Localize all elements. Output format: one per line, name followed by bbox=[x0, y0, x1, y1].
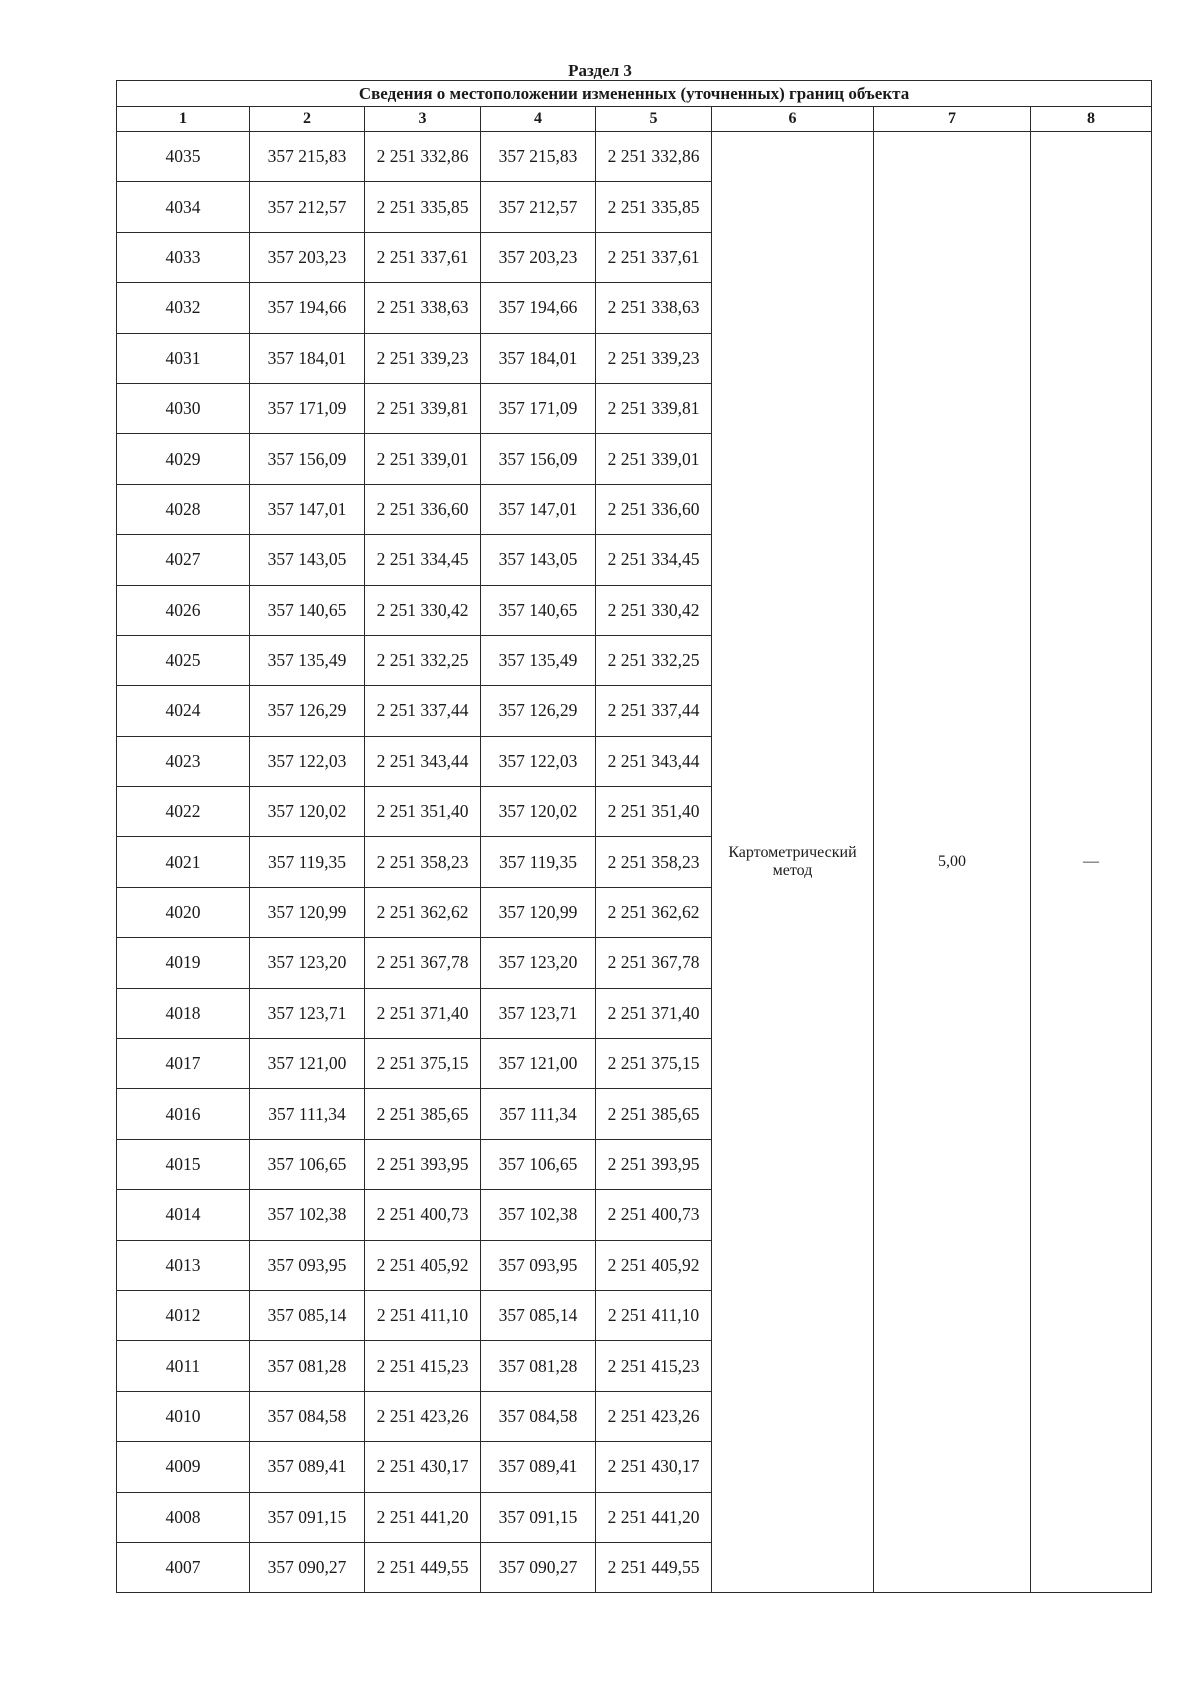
table-cell-col-3: 2 251 449,55 bbox=[365, 1542, 481, 1592]
table-cell-col-5: 2 251 400,73 bbox=[596, 1190, 712, 1240]
table-cell-col-2: 357 090,27 bbox=[250, 1542, 365, 1592]
table-cell-col-2: 357 171,09 bbox=[250, 383, 365, 433]
table-cell-col-4: 357 119,35 bbox=[481, 837, 596, 887]
method-cell bbox=[712, 132, 874, 1593]
table-cell-col-2: 357 147,01 bbox=[250, 484, 365, 534]
method-text bbox=[728, 844, 856, 880]
table-cell-col-3: 2 251 337,44 bbox=[365, 686, 481, 736]
table-cell-col-2: 357 184,01 bbox=[250, 333, 365, 383]
table-cell-col-2: 357 203,23 bbox=[250, 232, 365, 282]
table-cell-col-3: 2 251 375,15 bbox=[365, 1039, 481, 1089]
table-cell-col-3: 2 251 405,92 bbox=[365, 1240, 481, 1290]
table-cell-col-1: 4013 bbox=[117, 1240, 250, 1290]
table-cell-col-5: 2 251 332,86 bbox=[596, 132, 712, 182]
table-cell-col-3: 2 251 371,40 bbox=[365, 988, 481, 1038]
table-cell-col-2: 357 126,29 bbox=[250, 686, 365, 736]
table-cell-col-4: 357 194,66 bbox=[481, 283, 596, 333]
table-cell-col-4: 357 093,95 bbox=[481, 1240, 596, 1290]
table-cell-col-5: 2 251 362,62 bbox=[596, 887, 712, 937]
table-cell-col-3: 2 251 343,44 bbox=[365, 736, 481, 786]
table-cell-col-4: 357 089,41 bbox=[481, 1442, 596, 1492]
column-number-3: 3 bbox=[365, 107, 481, 132]
method-line-2: метод bbox=[772, 862, 813, 880]
table-cell-col-4: 357 126,29 bbox=[481, 686, 596, 736]
table-cell-col-1: 4032 bbox=[117, 283, 250, 333]
table-cell-col-5: 2 251 335,85 bbox=[596, 182, 712, 232]
table-cell-col-1: 4025 bbox=[117, 635, 250, 685]
column-number-5: 5 bbox=[596, 107, 712, 132]
table-cell-col-4: 357 123,20 bbox=[481, 938, 596, 988]
table-cell-col-1: 4007 bbox=[117, 1542, 250, 1592]
table-cell-col-2: 357 111,34 bbox=[250, 1089, 365, 1139]
table-cell-col-5: 2 251 339,81 bbox=[596, 383, 712, 433]
table-cell-col-5: 2 251 332,25 bbox=[596, 635, 712, 685]
table-cell-col-1: 4009 bbox=[117, 1442, 250, 1492]
table-cell-col-1: 4015 bbox=[117, 1139, 250, 1189]
table-row bbox=[117, 132, 1152, 182]
boundary-coordinates-table bbox=[116, 80, 1152, 1593]
table-cell-col-2: 357 120,99 bbox=[250, 887, 365, 937]
table-cell-col-2: 357 119,35 bbox=[250, 837, 365, 887]
table-cell-col-4: 357 084,58 bbox=[481, 1391, 596, 1441]
table-cell-col-5: 2 251 336,60 bbox=[596, 484, 712, 534]
table-cell-col-5: 2 251 375,15 bbox=[596, 1039, 712, 1089]
table-cell-col-1: 4021 bbox=[117, 837, 250, 887]
column-number-6: 6 bbox=[712, 107, 874, 132]
table-cell-col-1: 4016 bbox=[117, 1089, 250, 1139]
table-cell-col-2: 357 120,02 bbox=[250, 787, 365, 837]
table-cell-col-4: 357 147,01 bbox=[481, 484, 596, 534]
table-cell-col-2: 357 085,14 bbox=[250, 1290, 365, 1340]
table-cell-col-5: 2 251 430,17 bbox=[596, 1442, 712, 1492]
table-cell-col-1: 4034 bbox=[117, 182, 250, 232]
table-cell-col-2: 357 091,15 bbox=[250, 1492, 365, 1542]
table-cell-col-2: 357 089,41 bbox=[250, 1442, 365, 1492]
table-cell-col-5: 2 251 337,44 bbox=[596, 686, 712, 736]
table-cell-col-5: 2 251 441,20 bbox=[596, 1492, 712, 1542]
table-cell-col-4: 357 111,34 bbox=[481, 1089, 596, 1139]
table-cell-col-5: 2 251 393,95 bbox=[596, 1139, 712, 1189]
table-cell-col-3: 2 251 415,23 bbox=[365, 1341, 481, 1391]
table-cell-col-1: 4010 bbox=[117, 1391, 250, 1441]
table-cell-col-4: 357 081,28 bbox=[481, 1341, 596, 1391]
table-cell-col-5: 2 251 351,40 bbox=[596, 787, 712, 837]
table-cell-col-4: 357 120,02 bbox=[481, 787, 596, 837]
table-cell-col-1: 4027 bbox=[117, 535, 250, 585]
table-cell-col-4: 357 171,09 bbox=[481, 383, 596, 433]
table-cell-col-2: 357 194,66 bbox=[250, 283, 365, 333]
table-cell-col-3: 2 251 423,26 bbox=[365, 1391, 481, 1441]
table-cell-col-5: 2 251 367,78 bbox=[596, 938, 712, 988]
table-cell-col-1: 4019 bbox=[117, 938, 250, 988]
table-cell-col-1: 4024 bbox=[117, 686, 250, 736]
table-cell-col-5: 2 251 330,42 bbox=[596, 585, 712, 635]
table-cell-col-1: 4011 bbox=[117, 1341, 250, 1391]
column-number-2: 2 bbox=[250, 107, 365, 132]
column-number-row bbox=[117, 107, 1152, 132]
method-line-1: Картометрический bbox=[728, 844, 857, 862]
table-caption: Сведения о местоположении измененных (уточненных) границ объекта bbox=[117, 81, 1152, 107]
table-cell-col-5: 2 251 337,61 bbox=[596, 232, 712, 282]
table-cell-col-5: 2 251 371,40 bbox=[596, 988, 712, 1038]
table-cell-col-3: 2 251 336,60 bbox=[365, 484, 481, 534]
table-cell-col-2: 357 122,03 bbox=[250, 736, 365, 786]
table-cell-col-1: 4033 bbox=[117, 232, 250, 282]
table-cell-col-2: 357 135,49 bbox=[250, 635, 365, 685]
table-cell-col-1: 4022 bbox=[117, 787, 250, 837]
table-cell-col-4: 357 143,05 bbox=[481, 535, 596, 585]
table-cell-col-1: 4008 bbox=[117, 1492, 250, 1542]
table-cell-col-5: 2 251 449,55 bbox=[596, 1542, 712, 1592]
table-cell-col-5: 2 251 405,92 bbox=[596, 1240, 712, 1290]
table-cell-col-3: 2 251 351,40 bbox=[365, 787, 481, 837]
table-cell-col-2: 357 102,38 bbox=[250, 1190, 365, 1240]
table-cell-col-3: 2 251 430,17 bbox=[365, 1442, 481, 1492]
table-cell-col-1: 4031 bbox=[117, 333, 250, 383]
section-title: Раздел 3 bbox=[568, 61, 632, 80]
table-cell-col-3: 2 251 393,95 bbox=[365, 1139, 481, 1189]
table-cell-col-4: 357 215,83 bbox=[481, 132, 596, 182]
table-cell-col-4: 357 123,71 bbox=[481, 988, 596, 1038]
table-cell-col-3: 2 251 339,81 bbox=[365, 383, 481, 433]
table-cell-col-3: 2 251 339,01 bbox=[365, 434, 481, 484]
table-cell-col-2: 357 123,20 bbox=[250, 938, 365, 988]
table-cell-col-5: 2 251 343,44 bbox=[596, 736, 712, 786]
table-cell-col-2: 357 093,95 bbox=[250, 1240, 365, 1290]
table-cell-col-1: 4018 bbox=[117, 988, 250, 1038]
table-cell-col-3: 2 251 367,78 bbox=[365, 938, 481, 988]
table-cell-col-3: 2 251 441,20 bbox=[365, 1492, 481, 1542]
table-cell-col-4: 357 122,03 bbox=[481, 736, 596, 786]
table-cell-col-2: 357 143,05 bbox=[250, 535, 365, 585]
column-8-cell: — bbox=[1031, 132, 1152, 1593]
table-cell-col-4: 357 156,09 bbox=[481, 434, 596, 484]
table-cell-col-3: 2 251 362,62 bbox=[365, 887, 481, 937]
table-cell-col-4: 357 106,65 bbox=[481, 1139, 596, 1189]
table-cell-col-3: 2 251 330,42 bbox=[365, 585, 481, 635]
column-number-7: 7 bbox=[874, 107, 1031, 132]
table-cell-col-4: 357 121,00 bbox=[481, 1039, 596, 1089]
table-cell-col-2: 357 212,57 bbox=[250, 182, 365, 232]
table-cell-col-1: 4017 bbox=[117, 1039, 250, 1089]
table-cell-col-1: 4035 bbox=[117, 132, 250, 182]
table-cell-col-5: 2 251 411,10 bbox=[596, 1290, 712, 1340]
column-number-8: 8 bbox=[1031, 107, 1152, 132]
table-cell-col-3: 2 251 337,61 bbox=[365, 232, 481, 282]
table-cell-col-3: 2 251 411,10 bbox=[365, 1290, 481, 1340]
table-cell-col-4: 357 184,01 bbox=[481, 333, 596, 383]
table-cell-col-1: 4029 bbox=[117, 434, 250, 484]
table-cell-col-3: 2 251 385,65 bbox=[365, 1089, 481, 1139]
table-cell-col-3: 2 251 339,23 bbox=[365, 333, 481, 383]
table-cell-col-1: 4030 bbox=[117, 383, 250, 433]
table-cell-col-4: 357 102,38 bbox=[481, 1190, 596, 1240]
table-cell-col-5: 2 251 339,23 bbox=[596, 333, 712, 383]
table-cell-col-1: 4026 bbox=[117, 585, 250, 635]
table-cell-col-2: 357 140,65 bbox=[250, 585, 365, 635]
table-cell-col-5: 2 251 338,63 bbox=[596, 283, 712, 333]
table-cell-col-1: 4023 bbox=[117, 736, 250, 786]
table-cell-col-5: 2 251 339,01 bbox=[596, 434, 712, 484]
table-cell-col-3: 2 251 400,73 bbox=[365, 1190, 481, 1240]
table-cell-col-5: 2 251 423,26 bbox=[596, 1391, 712, 1441]
table-cell-col-4: 357 203,23 bbox=[481, 232, 596, 282]
table-cell-col-4: 357 085,14 bbox=[481, 1290, 596, 1340]
table-cell-col-2: 357 081,28 bbox=[250, 1341, 365, 1391]
table-cell-col-2: 357 106,65 bbox=[250, 1139, 365, 1189]
table-cell-col-5: 2 251 334,45 bbox=[596, 535, 712, 585]
table-cell-col-4: 357 135,49 bbox=[481, 635, 596, 685]
table-cell-col-3: 2 251 332,25 bbox=[365, 635, 481, 685]
table-body bbox=[117, 132, 1152, 1593]
table-cell-col-2: 357 215,83 bbox=[250, 132, 365, 182]
table-cell-col-4: 357 212,57 bbox=[481, 182, 596, 232]
table-cell-col-5: 2 251 358,23 bbox=[596, 837, 712, 887]
table-cell-col-4: 357 120,99 bbox=[481, 887, 596, 937]
table-cell-col-2: 357 121,00 bbox=[250, 1039, 365, 1089]
table-cell-col-2: 357 156,09 bbox=[250, 434, 365, 484]
table-cell-col-1: 4012 bbox=[117, 1290, 250, 1340]
accuracy-cell: 5,00 bbox=[874, 132, 1031, 1593]
table-cell-col-3: 2 251 334,45 bbox=[365, 535, 481, 585]
table-cell-col-4: 357 090,27 bbox=[481, 1542, 596, 1592]
table-cell-col-1: 4028 bbox=[117, 484, 250, 534]
column-number-4: 4 bbox=[481, 107, 596, 132]
table-cell-col-2: 357 123,71 bbox=[250, 988, 365, 1038]
table-cell-col-3: 2 251 332,86 bbox=[365, 132, 481, 182]
table-cell-col-3: 2 251 358,23 bbox=[365, 837, 481, 887]
table-cell-col-4: 357 091,15 bbox=[481, 1492, 596, 1542]
table-cell-col-5: 2 251 385,65 bbox=[596, 1089, 712, 1139]
column-number-1: 1 bbox=[117, 107, 250, 132]
table-cell-col-2: 357 084,58 bbox=[250, 1391, 365, 1441]
table-cell-col-1: 4014 bbox=[117, 1190, 250, 1240]
table-cell-col-3: 2 251 338,63 bbox=[365, 283, 481, 333]
table-cell-col-5: 2 251 415,23 bbox=[596, 1341, 712, 1391]
table-cell-col-4: 357 140,65 bbox=[481, 585, 596, 635]
table-cell-col-3: 2 251 335,85 bbox=[365, 182, 481, 232]
table-cell-col-1: 4020 bbox=[117, 887, 250, 937]
